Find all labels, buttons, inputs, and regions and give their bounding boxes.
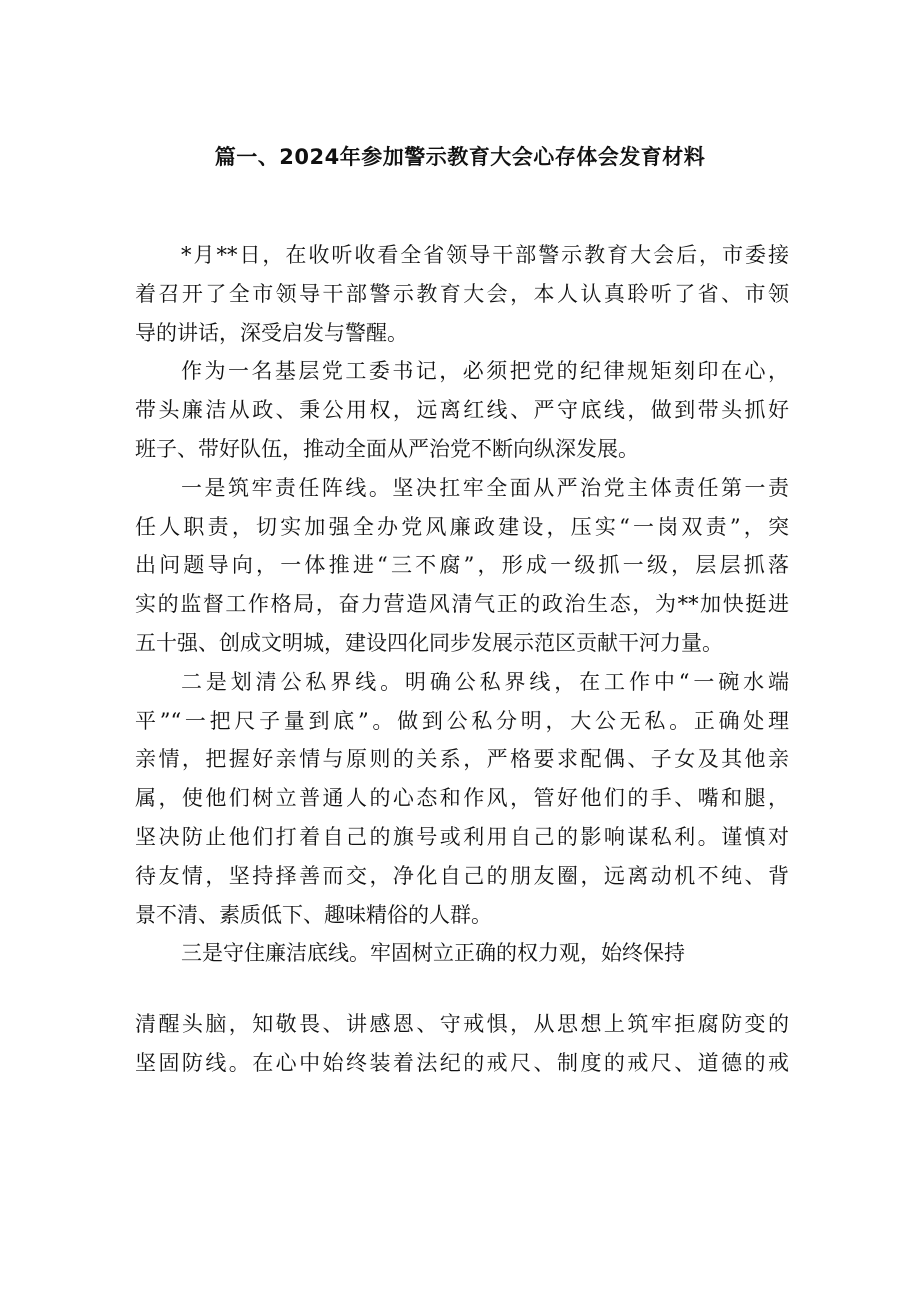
text-line: 三是守住廉洁底线。牢固树立正确的权力观，始终保持 bbox=[181, 941, 685, 966]
text-line: 着召开了全市领导干部警示教育大会，本人认真聆听了省、市领 bbox=[135, 281, 789, 306]
text-line: 带头廉洁从政、秉公用权，远离红线、严守底线，做到带头抓好 bbox=[135, 398, 789, 423]
paragraph-2 bbox=[135, 352, 789, 468]
text-line: *月**日，在收听收看全省领导干部警示教育大会后，市委接 bbox=[181, 243, 789, 267]
text-line: 清醒头脑，知敬畏、讲感恩、守戒惧，从思想上筑牢拒腐防变的 bbox=[135, 1012, 789, 1037]
paragraph-4 bbox=[135, 663, 789, 935]
page-break-gap bbox=[135, 973, 789, 1005]
text-line: 一是筑牢责任阵线。坚决扛牢全面从严治党主体责任第一责 bbox=[181, 475, 789, 500]
text-line: 导的讲话，深受启发与警醒。 bbox=[135, 320, 408, 345]
paragraph-5 bbox=[135, 934, 789, 973]
document-title: 篇一、2024年参加警示教育大会心存体会发育材料 bbox=[214, 145, 706, 169]
text-line: 出问题导向，一体推进“三不腐”，形成一级抓一级，层层抓落 bbox=[135, 553, 789, 578]
text-line: 班子、带好队伍，推动全面从严治党不断向纵深发展。 bbox=[135, 436, 639, 461]
text-line: 二是划清公私界线。明确公私界线，在工作中“一碗水端 bbox=[181, 669, 789, 694]
text-line: 景不清、素质低下、趣味精俗的人群。 bbox=[135, 902, 492, 927]
text-line: 作为一名基层党工委书记，必须把党的纪律规矩刻印在心， bbox=[181, 359, 789, 384]
document-body bbox=[135, 236, 789, 1083]
text-line: 属，使他们树立普通人的心态和作风，管好他们的手、嘴和腿， bbox=[135, 786, 789, 811]
text-line: 实的监督工作格局，奋力营造风清气正的政治生态，为**加快挺进 bbox=[135, 592, 789, 617]
text-line: 五十强、创成文明城，建设四化同步发展示范区贡献干河力量。 bbox=[135, 630, 723, 655]
paragraph-6 bbox=[135, 1005, 789, 1083]
text-line: 待友情，坚持择善而交，净化自己的朋友圈，远离动机不纯、背 bbox=[135, 863, 789, 888]
paragraph-1 bbox=[135, 236, 789, 352]
text-line: 任人职责，切实加强全办党风廉政建设，压实“一岗双责”，突 bbox=[135, 514, 789, 539]
text-line: 坚固防线。在心中始终装着法纪的戒尺、制度的戒尺、道德的戒 bbox=[135, 1050, 789, 1075]
text-line: 亲情，把握好亲情与原则的关系，严格要求配偶、子女及其他亲 bbox=[135, 747, 789, 772]
text-line: 平”“一把尺子量到底”。做到公私分明，大公无私。正确处理 bbox=[135, 708, 789, 733]
paragraph-3 bbox=[135, 469, 789, 663]
text-line: 坚决防止他们打着自己的旗号或利用自己的影响谋私利。谨慎对 bbox=[135, 824, 789, 849]
